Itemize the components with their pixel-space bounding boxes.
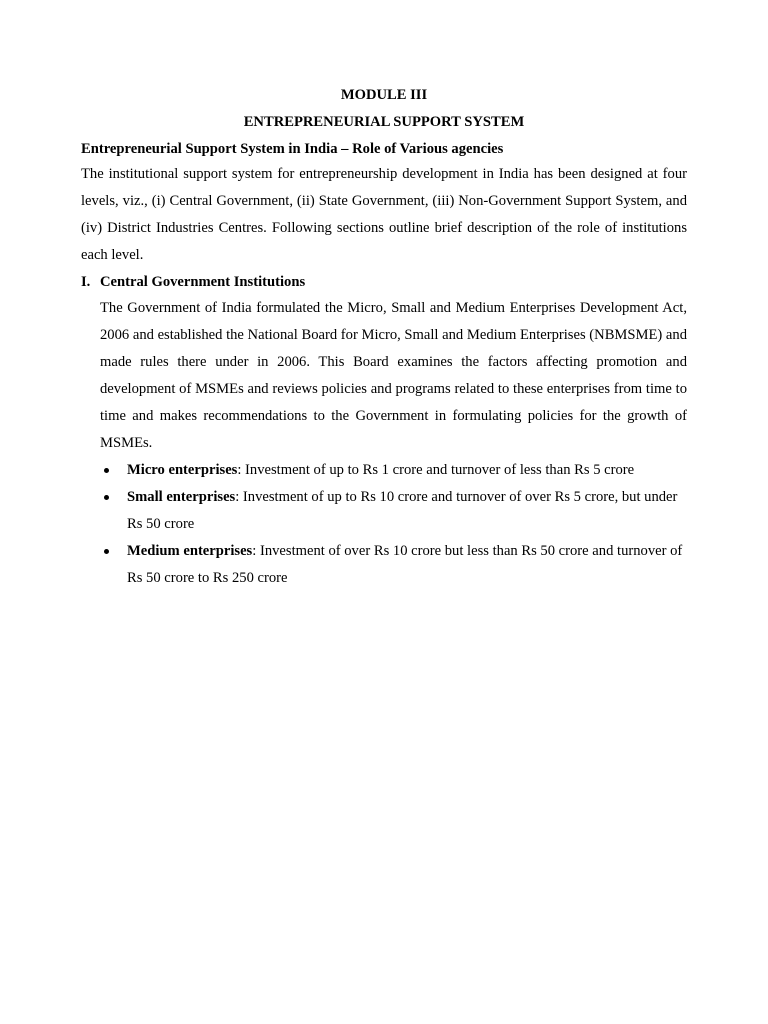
section-heading: Entrepreneurial Support System in India – Role of Various agencies	[81, 141, 504, 157]
bullet-item-micro	[100, 457, 687, 484]
module-title: MODULE III	[340, 87, 428, 103]
intro-paragraph: The institutional support system for entrepreneurship development in India has been designed at four levels, viz., (i) Central Government, (ii) State Government, (iii) Non-Government Support System, and (iv) District Industries Centres. Following sections outline brief description of the role of institutions each level.	[81, 166, 687, 263]
bullet-dot-icon	[104, 495, 109, 500]
bullet-dot-icon	[104, 468, 109, 473]
subsection-number: I.	[81, 274, 91, 290]
bullet-item-small	[100, 484, 687, 538]
bullet-term: Micro enterprises	[127, 462, 238, 478]
bullet-text: : Investment of up to Rs 10 crore and turnover of over Rs 5 crore, but under Rs 50 crore	[127, 489, 678, 532]
enterprise-bullet-list	[100, 457, 687, 592]
bullet-dot-icon	[104, 549, 109, 554]
system-title: ENTREPRENEURIAL SUPPORT SYSTEM	[243, 114, 525, 130]
central-government-paragraph: The Government of India formulated the Micro, Small and Medium Enterprises Development Act, 2006 and established the National Board for Micro, Small and Medium Enterprises (NBMSME) and made rules there under in 2006. This Board examines the factors affecting promotion and development of MSMEs and reviews policies and programs related to these enterprises from time to time and makes recommendations to the Government in formulating policies for the growth of MSMEs.	[100, 300, 687, 451]
bullet-text: : Investment of over Rs 10 crore but less than Rs 50 crore and turnover of Rs 50 crore to Rs 250 crore	[127, 543, 683, 586]
bullet-term: Small enterprises	[127, 489, 236, 505]
bullet-term: Medium enterprises	[127, 543, 253, 559]
bullet-item-medium	[100, 538, 687, 592]
bullet-text: : Investment of up to Rs 1 crore and turnover of less than Rs 5 crore	[237, 462, 635, 478]
subsection-heading	[81, 273, 305, 291]
subsection-title: Central Government Institutions	[100, 274, 306, 290]
